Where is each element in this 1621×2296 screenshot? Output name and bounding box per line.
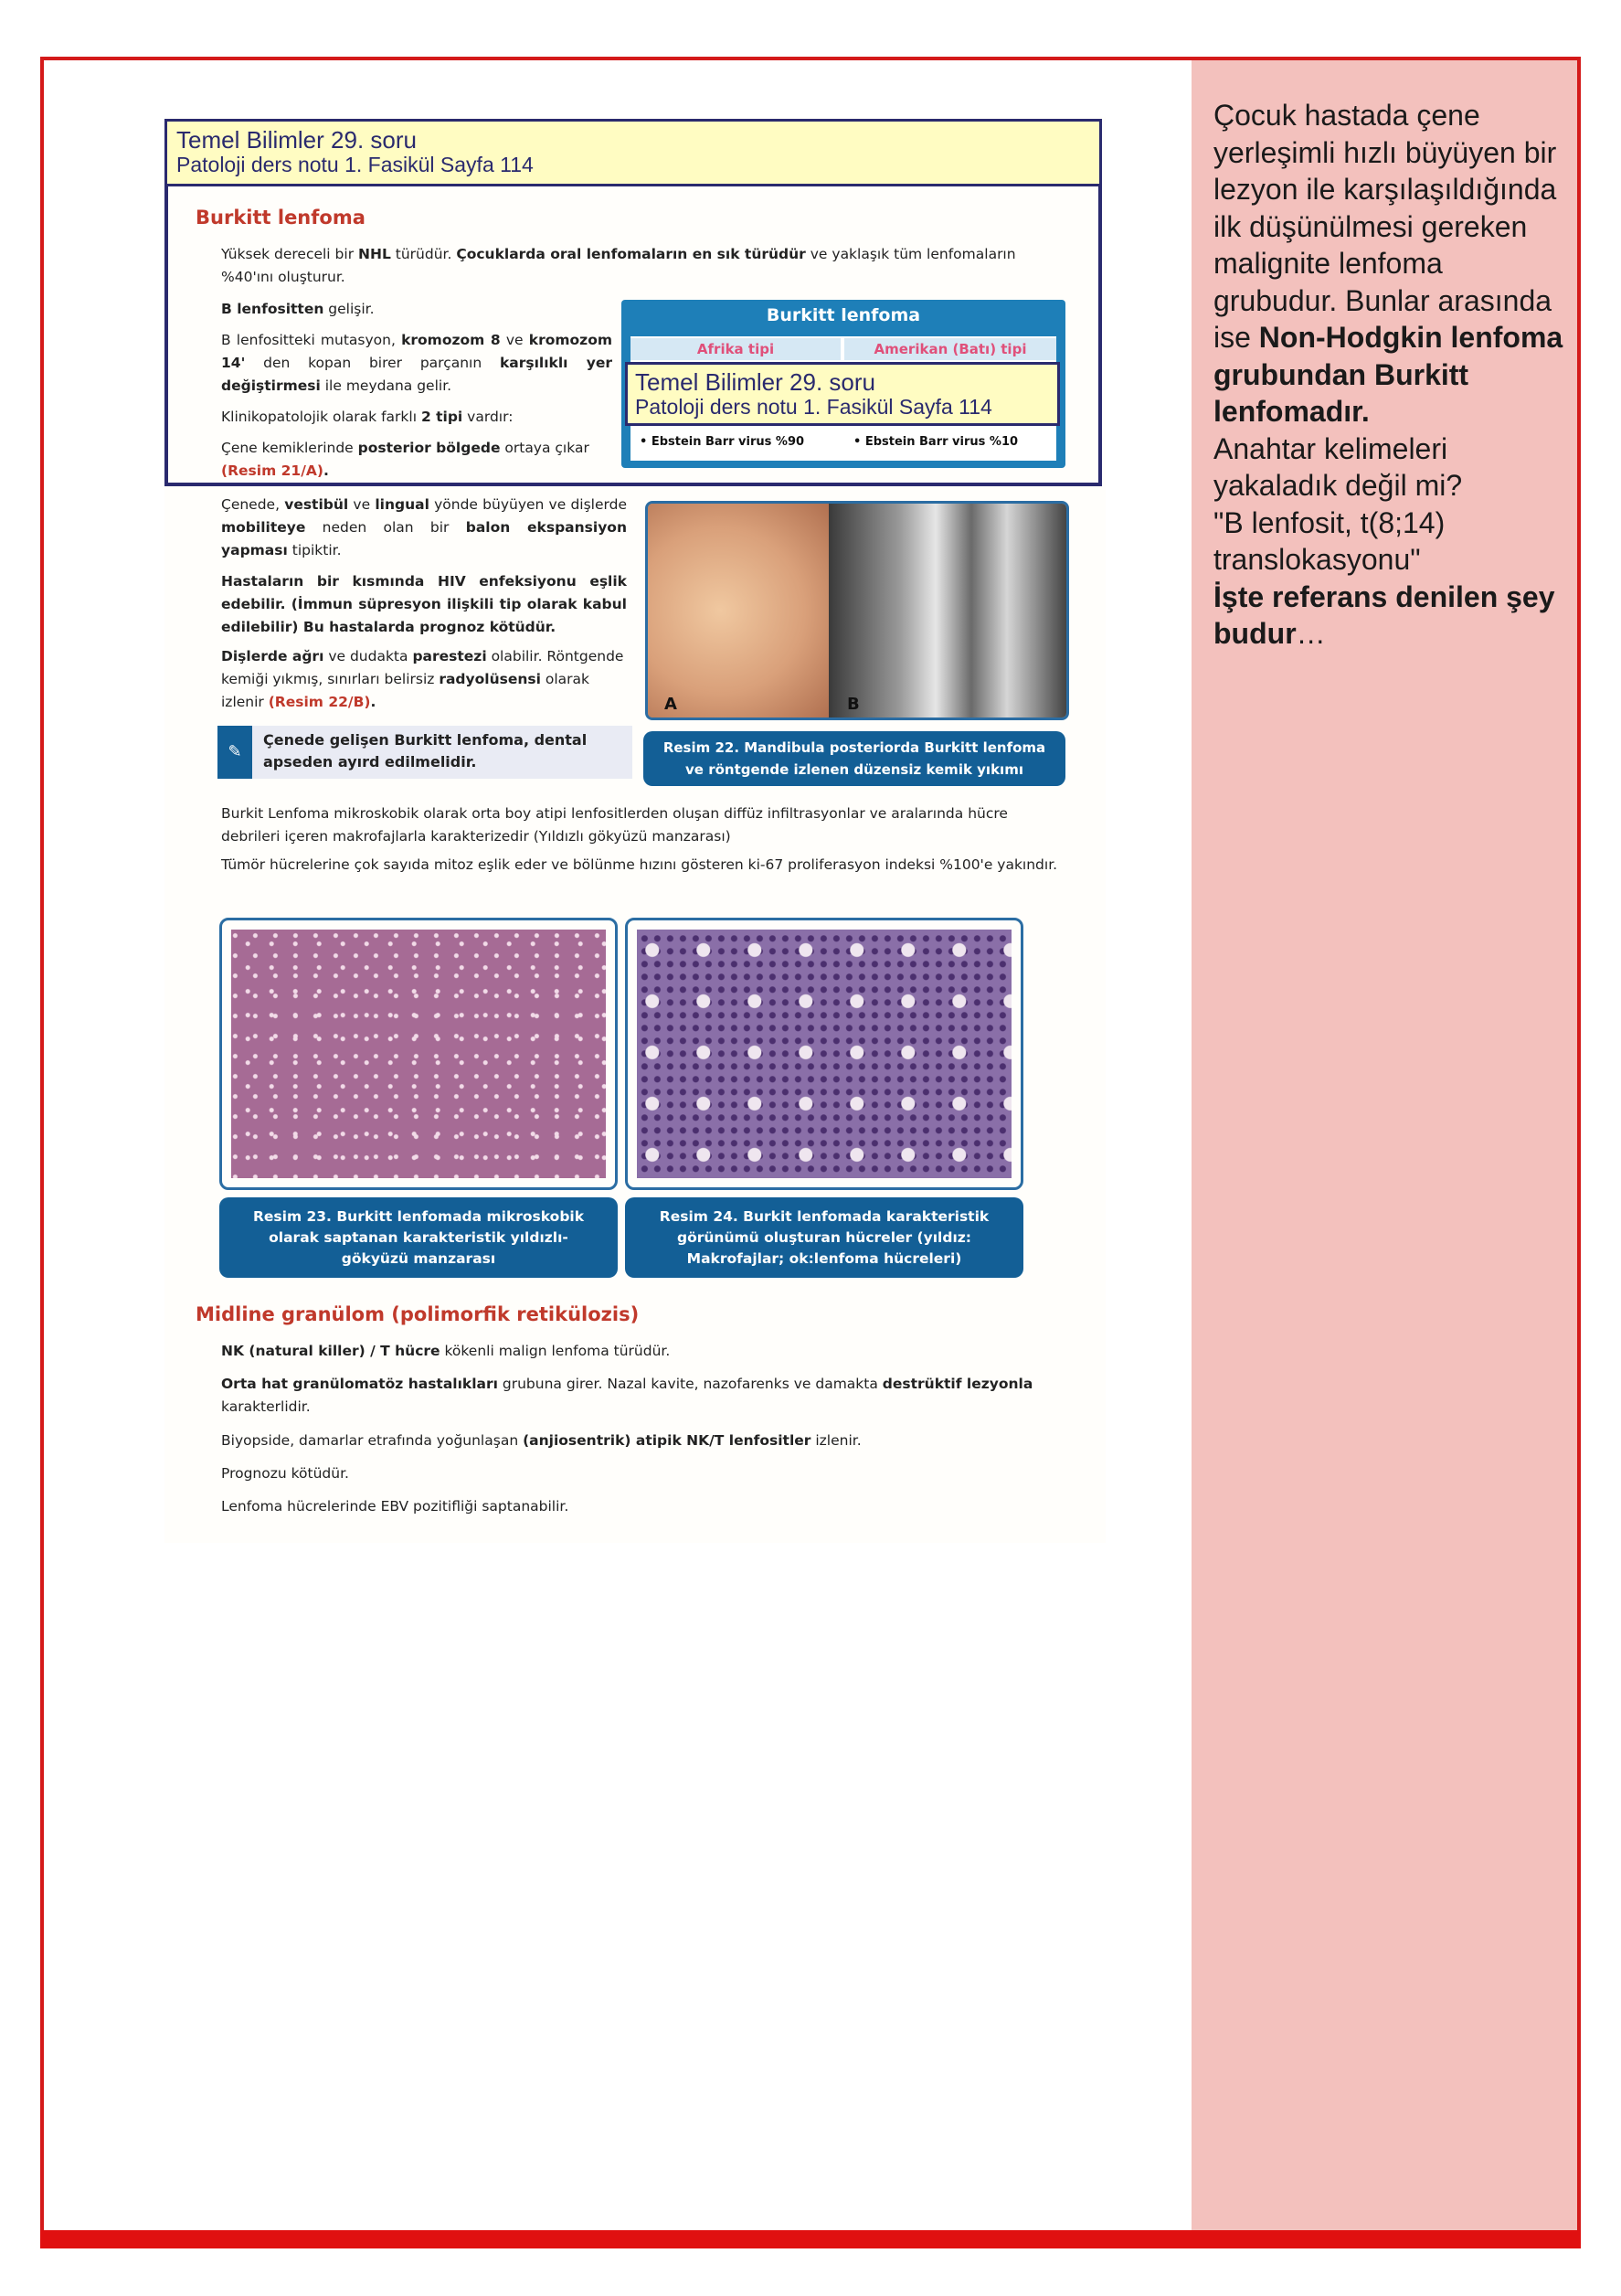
starry-sky-micrograph	[231, 930, 606, 1178]
photo-label-a: A	[664, 695, 677, 714]
text: Biyopside, damarlar etrafında yoğunlaşan	[221, 1432, 524, 1449]
text-bold: destrüktif lezyonla	[882, 1376, 1033, 1392]
photo-label-b: B	[847, 695, 860, 714]
text-bold: mobiliteye	[221, 519, 306, 536]
text-bold: (anjiosentrik) atipik NK/T lenfositler	[523, 1432, 811, 1449]
section2-title: Midline granülom (polimorfik retikülozis)	[196, 1303, 640, 1325]
text-bold: Çocuklarda oral lenfomaların en sık türüdür	[456, 246, 806, 262]
s2-line1	[221, 1340, 1071, 1363]
text: .	[323, 462, 329, 479]
table-col-american: Amerikan (Batı) tipi	[844, 338, 1056, 360]
sidebar-p3: "B lenfosit, t(8;14) translokasyonu"	[1213, 505, 1446, 576]
text-bold: lingual	[375, 496, 429, 513]
para2	[221, 298, 605, 321]
xray-image	[829, 504, 1066, 718]
text: den kopan birer parçanın	[245, 355, 500, 371]
text: Prognozu kötüdür.	[221, 1465, 349, 1482]
text-bold: 2 tipi	[420, 409, 463, 425]
text: Tümör hücrelerine çok sayıda mitoz eşlik eder ve bölünme hızını gösteren ki-67 proliferasyon indeksi %100'e yakındır.	[221, 856, 1058, 873]
text: kökenli malign lenfoma türüdür.	[440, 1343, 671, 1359]
photo-caption: Resim 22. Mandibula posteriorda Burkitt lenfoma ve röntgende izlenen düzensiz kemik yıkımı	[643, 731, 1065, 786]
text: B lenfositteki mutasyon,	[221, 332, 402, 348]
para6	[221, 494, 627, 562]
sidebar-p4-bold: İşte referans denilen şey budur	[1213, 579, 1555, 650]
histology-image-2	[625, 918, 1023, 1190]
text: vardır:	[462, 409, 514, 425]
s2-line2	[221, 1373, 1071, 1419]
text: Burkit Lenfoma mikroskobik olarak orta boy atipi lenfositlerden oluşan diffüz infiltrasyonlar ve aralarında hücre debrileri içeren makrofajlarla karakterizedir (Yıldızlı gökyüzü manzarası)	[221, 805, 1008, 845]
text-bold: NHL	[358, 246, 391, 262]
sidebar-p4-tail: …	[1296, 617, 1326, 650]
text: Yüksek dereceli bir	[221, 246, 358, 262]
table-row-african: • Ebstein Barr virus %90	[640, 435, 805, 449]
histology-caption-1: Resim 23. Burkitt lenfomada mikroskobik olarak saptanan karakteristik yıldızlı-gökyüzü manzarası	[219, 1197, 618, 1278]
text: ve yaklaşık tüm lenfomaların %40'ını oluşturur.	[221, 246, 1016, 285]
question-label-table	[625, 362, 1060, 426]
text-bold: B lenfositten	[221, 301, 324, 317]
table-row-american: • Ebstein Barr virus %10	[853, 435, 1019, 449]
text-bold: kromozom 14'	[221, 332, 612, 371]
text: ile meydana gelir.	[320, 377, 452, 394]
question-label-top	[164, 119, 1102, 186]
text: Lenfoma hücrelerinde EBV pozitifliği saptanabilir.	[221, 1498, 569, 1515]
figure-ref: (Resim 21/A)	[221, 462, 323, 479]
text: Çene kemiklerinde	[221, 440, 358, 456]
s2-line3	[221, 1430, 1071, 1452]
text-bold: Orta hat granülomatöz hastalıkları	[221, 1376, 498, 1392]
histology-image-1	[219, 918, 618, 1190]
text: türüdür.	[390, 246, 457, 262]
table-title: Burkitt lenfoma	[766, 305, 921, 325]
text: izlenir.	[810, 1432, 862, 1449]
text-bold: NK (natural killer) / T hücre	[221, 1343, 440, 1359]
question-line1: Temel Bilimler 29. soru	[176, 126, 417, 154]
text-bold: vestibül	[284, 496, 349, 513]
para9	[221, 803, 1071, 848]
para4	[221, 406, 612, 429]
question-line2: Patoloji ders notu 1. Fasikül Sayfa 114	[176, 153, 534, 176]
info-note	[217, 726, 632, 779]
histology-caption-2: Resim 24. Burkit lenfomada karakteristik görünümü oluşturan hücreler (yıldız: Makrofajlar; ok:lenfoma hücreleri)	[625, 1197, 1023, 1278]
text-bold: posterior bölgede	[357, 440, 501, 456]
note-text: Çenede gelişen Burkitt lenfoma, dental apseden ayırd edilmelidir.	[263, 731, 588, 771]
text-bold: balon ekspansiyon yapması	[221, 519, 627, 558]
section1-title: Burkitt lenfoma	[196, 207, 366, 229]
text: gelişir.	[323, 301, 375, 317]
para8	[221, 645, 627, 714]
sidebar-p2: Anahtar kelimeleri yakaladık değil mi?	[1213, 431, 1463, 502]
figure-ref: (Resim 22/B)	[268, 694, 371, 710]
para3	[221, 329, 612, 398]
text-bold: parestezi	[412, 648, 487, 664]
text: grubuna girer. Nazal kavite, nazofarenks ve damakta	[497, 1376, 883, 1392]
text: karakterlidir.	[221, 1398, 311, 1415]
text-bold: Dişlerde ağrı	[221, 648, 324, 664]
para1	[221, 243, 1071, 289]
s2-line4	[221, 1462, 1071, 1485]
text-bold: radyolüsensi	[439, 671, 541, 687]
bottom-bar	[40, 2230, 1581, 2248]
text: Klinikopatolojik olarak farklı	[221, 409, 421, 425]
text: olabilir. Röntgende kemiği yıkmış, sınırları belirsiz	[221, 648, 624, 687]
text: .	[370, 694, 376, 710]
text: Çenede,	[221, 496, 285, 513]
text: olarak izlenir	[221, 671, 590, 710]
patient-face-image	[648, 504, 829, 718]
text-bold: karşılıklı yer değiştirmesi	[221, 355, 612, 394]
question-line2: Patoloji ders notu 1. Fasikül Sayfa 114	[635, 395, 992, 419]
text: ortaya çıkar	[500, 440, 589, 456]
text-bold: kromozom 8	[401, 332, 501, 348]
text: ve	[500, 332, 529, 348]
clinical-photo	[645, 501, 1069, 720]
para7	[221, 570, 627, 639]
pencil-icon: ✎	[217, 726, 252, 779]
s2-line5	[221, 1495, 1071, 1518]
text: ve	[348, 496, 376, 513]
question-line1: Temel Bilimler 29. soru	[635, 368, 875, 396]
sidebar-p1: Çocuk hastada çene yerleşimli hızlı büyüyen bir lezyon ile karşılaşıldığında ilk düşünülmesi gereken malignite lenfoma grubudur. Bunlar arasında ise	[1213, 99, 1557, 354]
lymphoma-cells-micrograph	[637, 930, 1012, 1178]
table-col-african: Afrika tipi	[630, 338, 841, 360]
sidebar-text	[1213, 97, 1572, 653]
para5	[221, 437, 616, 483]
text: tipiktir.	[287, 542, 342, 558]
sidebar-p1-bold: Non-Hodgkin lenfoma grubundan Burkitt lenfomadır.	[1213, 321, 1563, 428]
text: ve dudakta	[323, 648, 413, 664]
para10	[221, 854, 1071, 877]
text: neden olan bir	[305, 519, 466, 536]
text: yönde büyüyen ve dişlerde	[429, 496, 627, 513]
text-bold: Hastaların bir kısmında HIV enfeksiyonu eşlik edebilir. (İmmun süpresyon ilişkili tip olarak kabul edilebilir) Bu hastalarda prognoz kötüdür.	[221, 573, 627, 635]
